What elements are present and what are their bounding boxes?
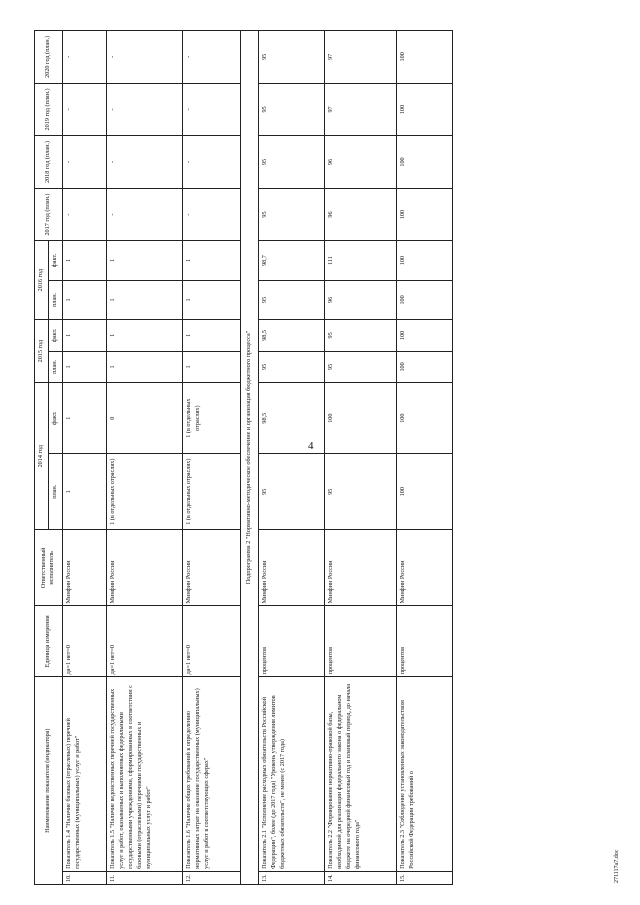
value-cell-p20: 100 [396, 31, 452, 84]
table-row [62, 31, 106, 885]
value-cell-p16: 1 [182, 280, 240, 319]
unit-cell: процентов [258, 606, 324, 677]
value-cell-f14: 100 [396, 383, 452, 454]
executor-cell: Минфин России [396, 530, 452, 606]
unit-cell: процентов [324, 606, 396, 677]
value-cell-p18: - [106, 136, 182, 189]
value-cell-p19: 95 [258, 83, 324, 136]
executor-cell: Минфин России [106, 530, 182, 606]
header-2020: 2020 год (план.) [35, 31, 63, 84]
value-cell-f16: 111 [324, 241, 396, 280]
value-cell-f16: 100 [396, 241, 452, 280]
value-cell-p17: 96 [324, 188, 396, 241]
value-cell-p20: 95 [258, 31, 324, 84]
subprogram-title: Подпрограмма 2 "Нормативно-методическое обеспечение и организация бюджетного процесса" [240, 31, 258, 885]
subprogram-row [240, 31, 258, 885]
header-2015: 2015 год [35, 320, 49, 383]
value-cell-p17: 100 [396, 188, 452, 241]
executor-cell: Минфин России [324, 530, 396, 606]
row-number: 11. [106, 871, 182, 884]
value-cell-f15: 98,5 [258, 320, 324, 352]
header-fact: факт. [48, 383, 62, 454]
indicator-name: Показатель 2.3 "Соблюдение установленных законодательством Российской Федерации требований о [396, 677, 452, 871]
value-cell-p15: 1 [182, 351, 240, 383]
value-cell-p16: 95 [258, 280, 324, 319]
value-cell-f15: 1 [182, 320, 240, 352]
row-number: 15. [396, 871, 452, 884]
row-number: 13. [258, 871, 324, 884]
value-cell-p15: 100 [396, 351, 452, 383]
value-cell-p18: 96 [324, 136, 396, 189]
header-2014: 2014 год [35, 383, 49, 530]
indicators-table [34, 30, 453, 885]
value-cell-f16: 98,7 [258, 241, 324, 280]
value-cell-f15: 1 [106, 320, 182, 352]
executor-cell: Минфин России [62, 530, 106, 606]
page-number: 4 [308, 440, 314, 452]
value-cell-p20: - [182, 31, 240, 84]
row-number: 10. [62, 871, 106, 884]
value-cell-p19: - [182, 83, 240, 136]
value-cell-p16: 1 [106, 280, 182, 319]
value-cell-f16: 1 [182, 241, 240, 280]
value-cell-p15: 1 [62, 351, 106, 383]
value-cell-p17: - [182, 188, 240, 241]
header-2017: 2017 год (план.) [35, 188, 63, 241]
table-body [62, 31, 452, 885]
value-cell-p14: 95 [324, 454, 396, 530]
value-cell-p15: 1 [106, 351, 182, 383]
header-row-1 [35, 31, 49, 885]
header-fact: факт. [48, 320, 62, 352]
value-cell-p18: 100 [396, 136, 452, 189]
value-cell-f16: 1 [106, 241, 182, 280]
value-cell-p16: 100 [396, 280, 452, 319]
header-2019: 2019 год (план.) [35, 83, 63, 136]
value-cell-p17: - [106, 188, 182, 241]
header-executor: Ответственный исполнитель [35, 530, 63, 606]
value-cell-p15: 95 [258, 351, 324, 383]
value-cell-f14: 1 (в отдельных отраслях) [182, 383, 240, 454]
value-cell-p19: - [62, 83, 106, 136]
value-cell-p14: 100 [396, 454, 452, 530]
value-cell-p16: 96 [324, 280, 396, 319]
value-cell-p14: 1 [62, 454, 106, 530]
value-cell-p14: 95 [258, 454, 324, 530]
value-cell-p14: 1 (в отдельных отраслях) [182, 454, 240, 530]
indicator-name: Показатель 1.6 "Наличие общих требований к определению нормативных затрат на оказание государственных (муниципальных) услуг и работ в соответствующих сферах" [182, 677, 240, 871]
value-cell-f15: 1 [62, 320, 106, 352]
value-cell-p19: 100 [396, 83, 452, 136]
value-cell-f14: 100 [324, 383, 396, 454]
value-cell-p17: - [62, 188, 106, 241]
header-name: Наименование показателя (индикатора) [35, 677, 63, 885]
value-cell-p20: - [106, 31, 182, 84]
value-cell-p18: - [182, 136, 240, 189]
value-cell-p14: 1 (в отдельных отраслях) [106, 454, 182, 530]
value-cell-f16: 1 [62, 241, 106, 280]
value-cell-p18: - [62, 136, 106, 189]
value-cell-p20: - [62, 31, 106, 84]
value-cell-f14: 0 [106, 383, 182, 454]
indicator-name: Показатель 2.2 "Формирование нормативно-правовой базы, необходимой для реализации федерального закона о федеральном бюджете на очередной финансовый год и плановый период, до начала финансового года" [324, 677, 396, 871]
table-row [396, 31, 452, 885]
indicator-name: Показатель 1.4 "Наличие базовых (отраслевых) перечней государственных (муниципальных) услуг и работ" [62, 677, 106, 871]
value-cell-f15: 95 [324, 320, 396, 352]
unit-cell: да=1 нет=0 [62, 606, 106, 677]
value-cell-f15: 100 [396, 320, 452, 352]
table-row [182, 31, 240, 885]
header-plan: план. [48, 280, 62, 319]
executor-cell: Минфин России [258, 530, 324, 606]
indicator-name: Показатель 2.1 "Исполнение расходных обязательств Российской Федерации", более (до 2017 года) "Уровень утверждения лимитов бюджетных обязательств", не менее (с 2017 года) [258, 677, 324, 871]
value-cell-p18: 95 [258, 136, 324, 189]
header-plan: план. [48, 454, 62, 530]
unit-cell: да=1 нет=0 [106, 606, 182, 677]
table-row [106, 31, 182, 885]
rotated-table-page [34, 30, 619, 885]
header-plan: план. [48, 351, 62, 383]
value-cell-p17: 95 [258, 188, 324, 241]
value-cell-p16: 1 [62, 280, 106, 319]
unit-cell: процентов [396, 606, 452, 677]
indicator-name: Показатель 1.5 "Наличие ведомственных перечней государственных услуг и работ, оказываемых и выполняемых федеральными государственными учреждениями, сформированных в соответствии с базовыми (отраслевыми) перечнями государственных и муниципальных услуг и работ" [106, 677, 182, 871]
header-unit: Единица измерения [35, 606, 63, 677]
executor-cell: Минфин России [182, 530, 240, 606]
value-cell-f14: 1 [62, 383, 106, 454]
table-row [258, 31, 324, 885]
header-fact: факт. [48, 241, 62, 280]
row-number: 14. [324, 871, 396, 884]
header-2018: 2018 год (план.) [35, 136, 63, 189]
value-cell-p19: 97 [324, 83, 396, 136]
table-row [324, 31, 396, 885]
value-cell-p19: - [106, 83, 182, 136]
value-cell-p15: 95 [324, 351, 396, 383]
value-cell-p20: 97 [324, 31, 396, 84]
document-id: 271117a7.doc [614, 849, 620, 883]
unit-cell: да=1 нет=0 [182, 606, 240, 677]
header-2016: 2016 год [35, 241, 49, 320]
value-cell-f14: 98,5 [258, 383, 324, 454]
row-number: 12. [182, 871, 240, 884]
